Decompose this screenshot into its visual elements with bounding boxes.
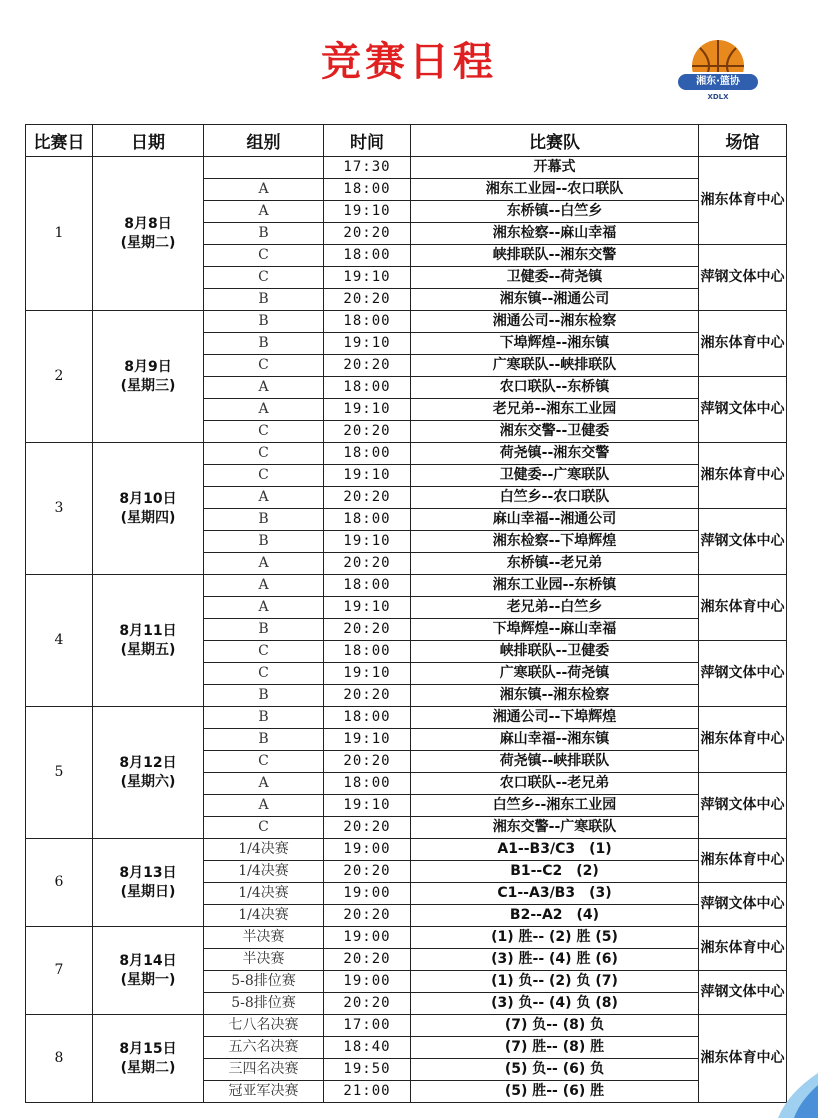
date-cell (93, 443, 204, 575)
teams-cell: 下埠辉煌--麻山幸福 (411, 619, 699, 641)
time-cell: 21:00 (324, 1081, 411, 1103)
group-cell: A (204, 377, 324, 399)
time-cell: 17:30 (324, 157, 411, 179)
teams-cell: (1) 负-- (2) 负 (7) (411, 971, 699, 993)
teams-cell: (7) 胜-- (8) 胜 (411, 1037, 699, 1059)
time-cell: 19:00 (324, 839, 411, 861)
matchday-cell: 2 (26, 311, 93, 443)
col-header-time: 时间 (324, 125, 411, 157)
group-cell: 三四名决赛 (204, 1059, 324, 1081)
group-cell: B (204, 509, 324, 531)
col-header-teams: 比赛队 (411, 125, 699, 157)
teams-cell: 荷尧镇--湘东交警 (411, 443, 699, 465)
teams-cell: (7) 负-- (8) 负 (411, 1015, 699, 1037)
time-cell: 18:00 (324, 245, 411, 267)
teams-cell: 湘东工业园--东桥镇 (411, 575, 699, 597)
teams-cell: 湘东工业园--农口联队 (411, 179, 699, 201)
matchday-cell: 4 (26, 575, 93, 707)
group-cell: C (204, 641, 324, 663)
date-text: 8月13日 (119, 864, 177, 881)
basketball-association-logo (670, 36, 766, 106)
teams-cell: 荷尧镇--峡排联队 (411, 751, 699, 773)
date-text: 8月8日 (124, 215, 172, 232)
time-cell: 20:20 (324, 685, 411, 707)
teams-cell: 湘东镇--湘通公司 (411, 289, 699, 311)
time-cell: 20:20 (324, 355, 411, 377)
venue-cell: 湘东体育中心 (699, 157, 787, 245)
time-cell: 20:20 (324, 553, 411, 575)
time-cell: 18:00 (324, 377, 411, 399)
group-cell: 半决赛 (204, 949, 324, 971)
teams-cell: 卫健委--荷尧镇 (411, 267, 699, 289)
group-cell: A (204, 575, 324, 597)
teams-cell: 东桥镇--老兄弟 (411, 553, 699, 575)
time-cell: 19:10 (324, 333, 411, 355)
table-row (26, 707, 787, 729)
table-row (26, 1015, 787, 1037)
weekday-text: (星期五) (120, 641, 176, 658)
group-cell: 1/4决赛 (204, 861, 324, 883)
teams-cell: (3) 负-- (4) 负 (8) (411, 993, 699, 1015)
time-cell: 20:20 (324, 861, 411, 883)
date-cell (93, 311, 204, 443)
group-cell: B (204, 333, 324, 355)
table-row (26, 311, 787, 333)
teams-cell: 峡排联队--湘东交警 (411, 245, 699, 267)
time-cell: 18:00 (324, 179, 411, 201)
table-row (26, 157, 787, 179)
venue-cell: 萍钢文体中心 (699, 245, 787, 311)
venue-cell: 萍钢文体中心 (699, 971, 787, 1015)
group-cell: A (204, 179, 324, 201)
date-text: 8月10日 (119, 490, 177, 507)
group-cell: 七八名决赛 (204, 1015, 324, 1037)
group-cell: C (204, 751, 324, 773)
time-cell: 19:10 (324, 201, 411, 223)
date-text: 8月11日 (119, 622, 177, 639)
table-row (26, 443, 787, 465)
teams-cell: 湘东镇--湘东检察 (411, 685, 699, 707)
teams-cell: 白竺乡--湘东工业园 (411, 795, 699, 817)
group-cell: 冠亚军决赛 (204, 1081, 324, 1103)
col-header-venue: 场馆 (699, 125, 787, 157)
time-cell: 19:10 (324, 399, 411, 421)
matchday-cell: 5 (26, 707, 93, 839)
date-text: 8月12日 (119, 754, 177, 771)
col-header-date: 日期 (93, 125, 204, 157)
time-cell: 19:10 (324, 531, 411, 553)
weekday-text: (星期三) (120, 377, 176, 394)
time-cell: 20:20 (324, 223, 411, 245)
teams-cell: 卫健委--广寒联队 (411, 465, 699, 487)
teams-cell: 湘东交警--广寒联队 (411, 817, 699, 839)
date-text: 8月14日 (119, 952, 177, 969)
group-cell: C (204, 465, 324, 487)
time-cell: 20:20 (324, 421, 411, 443)
venue-cell: 湘东体育中心 (699, 1015, 787, 1103)
teams-cell: B2--A2 (4) (411, 905, 699, 927)
logo-text: 湘东·篮协 (696, 76, 740, 87)
time-cell: 20:20 (324, 289, 411, 311)
time-cell: 19:10 (324, 465, 411, 487)
time-cell: 18:40 (324, 1037, 411, 1059)
time-cell: 19:10 (324, 663, 411, 685)
col-header-group: 组别 (204, 125, 324, 157)
time-cell: 18:00 (324, 443, 411, 465)
schedule-table (25, 124, 787, 1103)
time-cell: 19:00 (324, 883, 411, 905)
group-cell: C (204, 245, 324, 267)
time-cell: 17:00 (324, 1015, 411, 1037)
teams-cell: 麻山幸福--湘通公司 (411, 509, 699, 531)
venue-cell: 萍钢文体中心 (699, 377, 787, 443)
decorative-wave-icon (758, 1073, 818, 1118)
teams-cell: (5) 负-- (6) 负 (411, 1059, 699, 1081)
teams-cell: A1--B3/C3 (1) (411, 839, 699, 861)
group-cell: B (204, 707, 324, 729)
time-cell: 18:00 (324, 641, 411, 663)
time-cell: 20:20 (324, 817, 411, 839)
teams-cell: (5) 胜-- (6) 胜 (411, 1081, 699, 1103)
time-cell: 20:20 (324, 619, 411, 641)
teams-cell: C1--A3/B3 (3) (411, 883, 699, 905)
venue-cell: 萍钢文体中心 (699, 773, 787, 839)
teams-cell: B1--C2 (2) (411, 861, 699, 883)
weekday-text: (星期二) (120, 234, 176, 251)
group-cell: B (204, 729, 324, 751)
time-cell: 20:20 (324, 905, 411, 927)
group-cell: A (204, 201, 324, 223)
group-cell: B (204, 289, 324, 311)
time-cell: 19:10 (324, 597, 411, 619)
time-cell: 20:20 (324, 949, 411, 971)
teams-cell: 下埠辉煌--湘东镇 (411, 333, 699, 355)
group-cell: A (204, 399, 324, 421)
matchday-cell: 6 (26, 839, 93, 927)
matchday-cell: 7 (26, 927, 93, 1015)
teams-cell: 湘通公司--下埠辉煌 (411, 707, 699, 729)
teams-cell: 湘东交警--卫健委 (411, 421, 699, 443)
date-cell (93, 839, 204, 927)
weekday-text: (星期一) (120, 971, 176, 988)
venue-cell: 湘东体育中心 (699, 311, 787, 377)
teams-cell: 开幕式 (411, 157, 699, 179)
matchday-cell: 8 (26, 1015, 93, 1103)
teams-cell: 湘东检察--麻山幸福 (411, 223, 699, 245)
teams-cell: 峡排联队--卫健委 (411, 641, 699, 663)
teams-cell: 麻山幸福--湘东镇 (411, 729, 699, 751)
time-cell: 20:20 (324, 751, 411, 773)
group-cell: B (204, 223, 324, 245)
group-cell: C (204, 663, 324, 685)
group-cell (204, 157, 324, 179)
time-cell: 18:00 (324, 575, 411, 597)
time-cell: 19:10 (324, 795, 411, 817)
venue-cell: 湘东体育中心 (699, 575, 787, 641)
weekday-text: (星期六) (120, 773, 176, 790)
group-cell: B (204, 531, 324, 553)
date-text: 8月15日 (119, 1040, 177, 1057)
group-cell: B (204, 685, 324, 707)
group-cell: C (204, 355, 324, 377)
group-cell: 1/4决赛 (204, 905, 324, 927)
date-text: 8月9日 (124, 358, 172, 375)
date-cell (93, 1015, 204, 1103)
group-cell: A (204, 487, 324, 509)
col-header-matchday: 比赛日 (26, 125, 93, 157)
group-cell: 五六名决赛 (204, 1037, 324, 1059)
date-cell (93, 707, 204, 839)
time-cell: 18:00 (324, 311, 411, 333)
weekday-text: (星期日) (120, 883, 176, 900)
table-row (26, 575, 787, 597)
group-cell: A (204, 553, 324, 575)
weekday-text: (星期四) (120, 509, 176, 526)
table-row (26, 839, 787, 861)
time-cell: 19:00 (324, 971, 411, 993)
time-cell: 19:00 (324, 927, 411, 949)
venue-cell: 湘东体育中心 (699, 707, 787, 773)
teams-cell: 白竺乡--农口联队 (411, 487, 699, 509)
group-cell: C (204, 443, 324, 465)
time-cell: 20:20 (324, 993, 411, 1015)
teams-cell: (1) 胜-- (2) 胜 (5) (411, 927, 699, 949)
venue-cell: 湘东体育中心 (699, 839, 787, 883)
teams-cell: 农口联队--东桥镇 (411, 377, 699, 399)
page-title: 竞赛日程 (321, 39, 497, 85)
time-cell: 20:20 (324, 487, 411, 509)
group-cell: 1/4决赛 (204, 839, 324, 861)
date-cell (93, 157, 204, 311)
group-cell: A (204, 597, 324, 619)
group-cell: 5-8排位赛 (204, 993, 324, 1015)
group-cell: 半决赛 (204, 927, 324, 949)
header-row (26, 125, 787, 157)
teams-cell: 广寒联队--峡排联队 (411, 355, 699, 377)
group-cell: A (204, 773, 324, 795)
venue-cell: 萍钢文体中心 (699, 641, 787, 707)
matchday-cell: 1 (26, 157, 93, 311)
schedule-body (26, 157, 787, 1103)
group-cell: C (204, 267, 324, 289)
teams-cell: 老兄弟--白竺乡 (411, 597, 699, 619)
teams-cell: 老兄弟--湘东工业园 (411, 399, 699, 421)
teams-cell: (3) 胜-- (4) 胜 (6) (411, 949, 699, 971)
teams-cell: 农口联队--老兄弟 (411, 773, 699, 795)
venue-cell: 萍钢文体中心 (699, 883, 787, 927)
group-cell: C (204, 421, 324, 443)
time-cell: 19:50 (324, 1059, 411, 1081)
group-cell: B (204, 311, 324, 333)
time-cell: 18:00 (324, 707, 411, 729)
date-cell (93, 927, 204, 1015)
group-cell: 1/4决赛 (204, 883, 324, 905)
venue-cell: 湘东体育中心 (699, 443, 787, 509)
time-cell: 18:00 (324, 509, 411, 531)
group-cell: C (204, 817, 324, 839)
venue-cell: 湘东体育中心 (699, 927, 787, 971)
teams-cell: 湘通公司--湘东检察 (411, 311, 699, 333)
group-cell: A (204, 795, 324, 817)
group-cell: B (204, 619, 324, 641)
group-cell: 5-8排位赛 (204, 971, 324, 993)
time-cell: 19:10 (324, 267, 411, 289)
matchday-cell: 3 (26, 443, 93, 575)
weekday-text: (星期二) (120, 1059, 176, 1076)
time-cell: 18:00 (324, 773, 411, 795)
teams-cell: 广寒联队--荷尧镇 (411, 663, 699, 685)
time-cell: 19:10 (324, 729, 411, 751)
logo-subtext: XDLX (707, 93, 729, 101)
venue-cell: 萍钢文体中心 (699, 509, 787, 575)
date-cell (93, 575, 204, 707)
table-row (26, 927, 787, 949)
teams-cell: 东桥镇--白竺乡 (411, 201, 699, 223)
teams-cell: 湘东检察--下埠辉煌 (411, 531, 699, 553)
